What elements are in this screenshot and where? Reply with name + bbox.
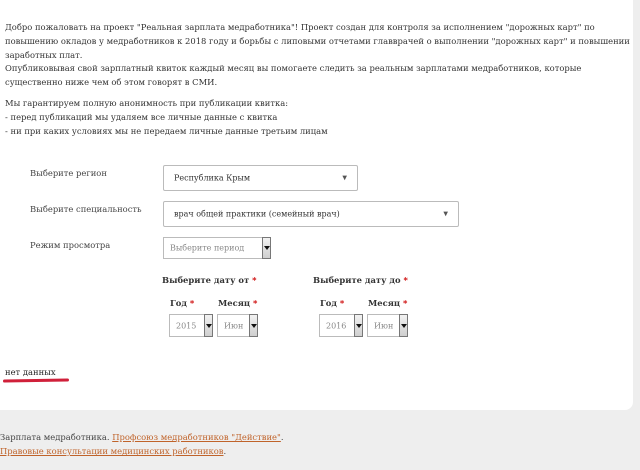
footer-link-union[interactable]: Профсоюз медработников "Действие": [112, 432, 281, 442]
to-month-label: [368, 298, 407, 308]
required-mark: *: [253, 298, 258, 308]
from-month-select[interactable]: [217, 314, 258, 337]
from-year-value: 2015: [176, 321, 197, 330]
intro-paragraph-publish: Опубликовывая свой зарплатный квиток каждый месяц вы помогаете следить за реальным зарплатами медработников, которые существенно ниже чем об этом говорят в СМИ.: [5, 63, 582, 88]
specialty-label: Выберите специальность: [30, 204, 142, 214]
chevron-down-icon: ▼: [342, 174, 347, 182]
view-mode-label: Режим просмотра: [30, 240, 111, 250]
footer-dot: .: [280, 432, 284, 442]
month-label-text: Месяц: [218, 298, 251, 308]
view-mode-value: Выберите период: [170, 243, 245, 253]
footer: [0, 430, 284, 458]
intro-paragraph-welcome: Добро пожаловать на проект "Реальная зарплата медработника"! Проект создан для контроля за исполнением "дорожных карт" по повышению окладов у медработников к 2018 году и борьбы с липовыми отчетами главврачей о выполнении "дорожных карт" и повышении заработных плат.: [5, 22, 630, 61]
required-mark: *: [189, 298, 195, 308]
guarantee-item-1: - перед публикаций мы удаляем все личные данные с квитка: [5, 112, 278, 122]
year-label-text: Год: [170, 298, 187, 308]
dropdown-arrow-icon[interactable]: [399, 314, 408, 337]
no-data-message: нет данных: [5, 367, 56, 377]
specialty-select-value: врач общей практики (семейный врач): [174, 209, 340, 219]
dropdown-arrow-icon[interactable]: [204, 314, 213, 337]
required-mark: *: [403, 298, 408, 308]
chevron-down-icon: ▼: [443, 210, 448, 218]
region-select[interactable]: [163, 165, 358, 191]
required-mark: *: [252, 275, 257, 285]
footer-line-1: [0, 430, 284, 444]
region-label: Выберите регион: [30, 168, 107, 178]
guarantee-item-2: - ни при каких условиях мы не передаем личные данные третьим лицам: [5, 126, 328, 136]
guarantee-title: Мы гарантируем полную анонимность при публикации квитка:: [5, 98, 289, 108]
from-year-select[interactable]: [169, 314, 213, 337]
from-month-value: Июн: [224, 321, 244, 330]
red-underline-mark: [3, 378, 69, 382]
specialty-select[interactable]: [163, 201, 459, 227]
date-to-label: [313, 275, 408, 285]
to-month-select[interactable]: [367, 314, 408, 337]
year-label-text: Год: [320, 298, 337, 308]
dropdown-arrow-icon[interactable]: [249, 314, 258, 337]
to-year-label: [320, 298, 344, 308]
required-mark: *: [403, 275, 408, 285]
footer-line-2: [0, 444, 284, 458]
dropdown-arrow-icon[interactable]: [354, 314, 363, 337]
month-label-text: Месяц: [368, 298, 401, 308]
date-from-label: [162, 275, 256, 285]
date-from-text: Выберите дату от: [162, 275, 250, 285]
date-to-text: Выберите дату до: [313, 275, 401, 285]
from-month-label: [218, 298, 257, 308]
region-select-value: Республика Крым: [174, 173, 251, 183]
to-month-value: Июн: [374, 321, 394, 330]
footer-link-legal[interactable]: Правовые консультации медицинских работников: [0, 446, 224, 456]
footer-prefix: Зарплата медработника.: [0, 432, 110, 442]
view-mode-select[interactable]: [163, 237, 271, 259]
intro-guarantee: [5, 96, 630, 138]
footer-dot: .: [223, 446, 227, 456]
from-year-label: [170, 298, 194, 308]
dropdown-arrow-icon[interactable]: [262, 237, 271, 259]
to-year-select[interactable]: [319, 314, 363, 337]
required-mark: *: [339, 298, 345, 308]
to-year-value: 2016: [326, 321, 347, 330]
